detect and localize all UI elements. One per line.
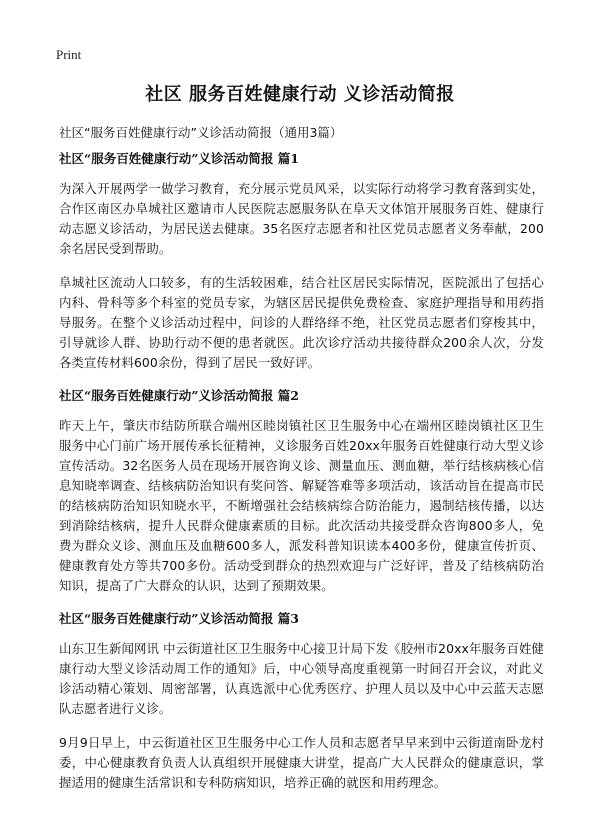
article-body [59,150,544,807]
document-subtitle: 社区“服务百姓健康行动”义诊活动简报（通用3篇） [59,125,343,140]
print-label[interactable]: Print [56,47,82,62]
paragraph-3-1: 山东卫生新闻网讯 中云街道社区卫生服务中心接卫计局下发《胶州市20xx年服务百姓健康行动大型义诊活动周工作的通知》后，中心领导高度重视第一时间召开会议，对此义诊活动精心策划、周密部署，认真选派中心优秀医疗、护理人员以及中心中云蓝天志愿队志愿者进行义诊。 [59,641,544,716]
paragraph-3-2: 9月9日早上，中云街道社区卫生服务中心工作人员和志愿者早早来到中云街道南卧龙村委，中心健康教育负责人认真组织开展健康大讲堂，提高广大人民群众的健康意识，掌握适用的健康生活常识和专科防病知识，培养正确的就医和用药理念。 [59,735,544,790]
paragraph-1-2: 阜城社区流动人口较多，有的生活较困难，结合社区居民实际情况，医院派出了包括心内科、骨科等多个科室的党员专家，为辖区居民提供免费检查、家庭护理指导和用药指导服务。在整个义诊活动过程中，问诊的人群络绎不绝，社区党员志愿者们穿梭其中，引导就诊人群、协助行动不便的患者就医。此次诊疗活动共接待群众200余人次，分发各类宣传材料600余份，得到了居民一致好评。 [59,275,544,370]
paragraph-2-1: 昨天上午，肇庆市结防所联合端州区睦岗镇社区卫生服务中心在端州区睦岗镇社区卫生服务中心门前广场开展传承长征精神，义诊服务百姓20xx年服务百姓健康行动大型义诊宣传活动。32名医务人员在现场开展咨询义诊、测量血压、测血糖，举行结核病核心信息知晓率调查、结核病防治知识有奖问答、解疑答难等多项活动，该活动旨在提高市民的结核病防治知识知晓水平，不断增强社会结核病综合防治能力，遏制结核传播，以达到消除结核病，提升人民群众健康素质的目标。此次活动共接受群众咨询800多人，免费为群众义诊、测血压及血糖600多人，派发科普知识读本400多份，健康宣传折页、健康教育处方等共700多份。活动受到群众的热烈欢迎与广泛好评，普及了结核病防治知识，提高了广大群众的认识，达到了预期效果。 [59,418,544,593]
page-title: 社区 服务百姓健康行动 义诊活动简报 [145,84,455,105]
section-heading-2: 社区“服务百姓健康行动”义诊活动简报 篇2 [59,388,299,403]
section-heading-3: 社区“服务百姓健康行动”义诊活动简报 篇3 [59,611,299,626]
paragraph-1-1: 为深入开展两学一做学习教育，充分展示党员风采，以实际行动将学习教育落到实处，合作区南区办阜城社区邀请市人民医院志愿服务队在阜天文体馆开展服务百姓、健康行动志愿义诊活动，为居民送去健康。35名医疗志愿者和社区党员志愿者义务奉献，200余名居民受到帮助。 [59,181,544,256]
section-heading-1: 社区“服务百姓健康行动”义诊活动简报 篇1 [59,151,299,166]
